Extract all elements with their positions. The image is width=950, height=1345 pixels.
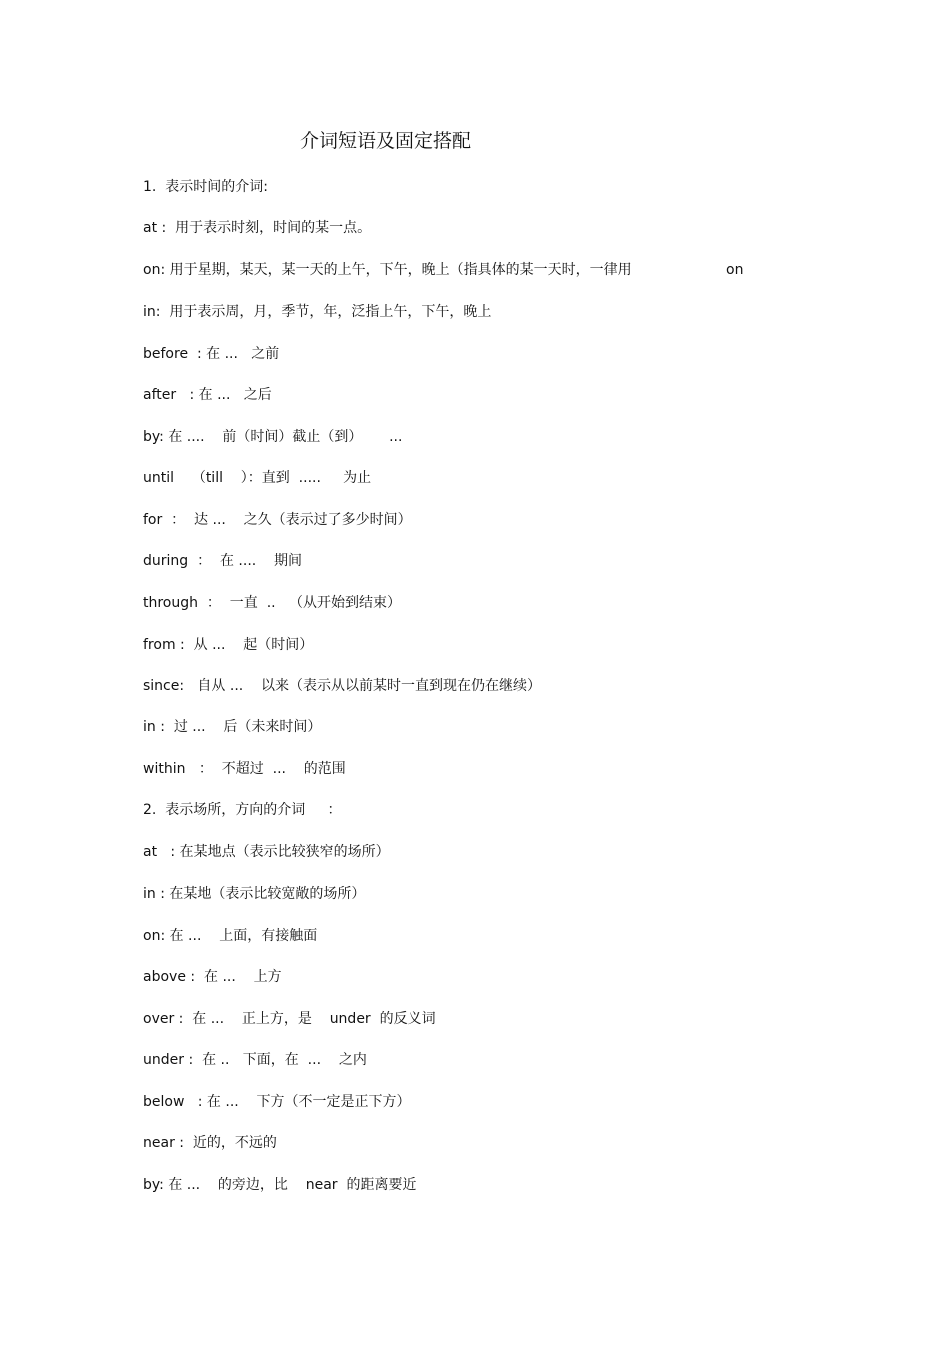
text-line: by: 在 ... 的旁边，比 near 的距离要近 xyxy=(143,1177,417,1193)
text-line: in: 用于表示周，月，季节，年，泛指上午，下午，晚上 xyxy=(143,304,492,320)
text-line: since: 自从 ... 以来（表示从以前某时一直到现在仍在继续） xyxy=(143,678,542,694)
text-line: under : 在 .. 下面，在 ... 之内 xyxy=(143,1052,367,1068)
text-line: before : 在 ... 之前 xyxy=(143,346,280,362)
section-heading-place: 2. 表示场所，方向的介词 ： xyxy=(143,802,342,818)
text-line: at : 在某地点（表示比较狭窄的场所） xyxy=(143,844,390,860)
text-line: near : 近的，不远的 xyxy=(143,1135,277,1151)
section-heading-time: 1. 表示时间的介词: xyxy=(143,179,268,195)
text-line: through ： 一直 .. （从开始到结束） xyxy=(143,595,401,611)
text-line-trailing: on xyxy=(726,262,744,278)
text-line: after : 在 ... 之后 xyxy=(143,387,272,403)
text-line: within ： 不超过 ... 的范围 xyxy=(143,761,346,777)
text-line: on: 用于星期，某天，某一天的上午，下午，晚上（指具体的某一天时，一律用 xyxy=(143,262,632,278)
text-line: in : 过 ... 后（未来时间） xyxy=(143,719,322,735)
text-line: by: 在 .... 前（时间）截止（到） ... xyxy=(143,429,403,445)
text-line: at : 用于表示时刻，时间的某一点。 xyxy=(143,220,372,236)
text-line: on: 在 ... 上面，有接触面 xyxy=(143,928,318,944)
text-line: for ： 达 ... 之久（表示过了多少时间） xyxy=(143,512,412,528)
text-line: below : 在 ... 下方（不一定是正下方） xyxy=(143,1094,411,1110)
text-line: over : 在 ... 正上方，是 under 的反义词 xyxy=(143,1011,436,1027)
text-line: above : 在 ... 上方 xyxy=(143,969,282,985)
page-title: 介词短语及固定搭配 xyxy=(300,130,472,152)
text-line: from : 从 ... 起（时间） xyxy=(143,637,314,653)
text-line: in : 在某地（表示比较宽敞的场所） xyxy=(143,886,366,902)
text-line: until （till ）：直到 ..... 为止 xyxy=(143,470,372,486)
text-line: during ： 在 .... 期间 xyxy=(143,553,303,569)
